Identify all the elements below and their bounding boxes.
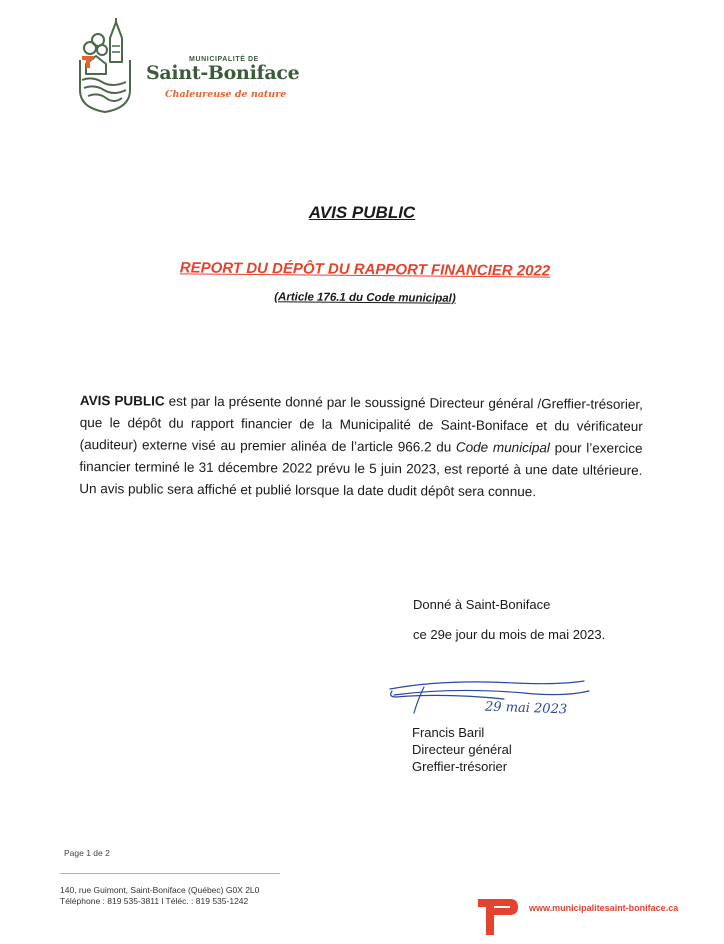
website-link[interactable]: www.municipalitesaint-boniface.ca bbox=[529, 903, 679, 913]
signer-name: Francis Baril bbox=[412, 725, 485, 740]
municipality-name: Saint-Boniface bbox=[146, 62, 300, 84]
notice-subtitle: REPORT DU DÉPÔT DU RAPPORT FINANCIER 2022 bbox=[179, 259, 551, 280]
article-reference: (Article 176.1 du Code municipal) bbox=[274, 291, 456, 305]
notice-body bbox=[79, 390, 643, 504]
body-text-2: pour l’exercice financier terminé le 31 décembre 2022 prévu le 5 juin 2023, est reporté à une date ultérieure. Un avis public sera affiché et publié lorsque la date dudit dépôt sera connue. bbox=[79, 440, 643, 500]
handwritten-date: 29 mai 2023 bbox=[484, 699, 568, 718]
page-number: Page 1 de 2 bbox=[64, 848, 110, 858]
signature-date: ce 29e jour du mois de mai 2023. bbox=[413, 627, 606, 642]
municipality-tagline: Chaleureuse de nature bbox=[165, 89, 287, 100]
municipality-logo-icon bbox=[76, 18, 134, 114]
brand-mark-icon bbox=[476, 895, 520, 937]
footer-phone: Téléphone : 819 535-3811 l Téléc. : 819 535-1242 bbox=[60, 896, 249, 906]
signature-place: Donné à Saint-Boniface bbox=[413, 597, 551, 612]
footer-address: 140, rue Guimont, Saint-Boniface (Québec) G0X 2L0 bbox=[60, 885, 260, 895]
footer-divider bbox=[60, 873, 280, 874]
body-text-1: est par la présente donné par le soussigné Directeur général /Greffier-trésorier, que le dépôt du rapport financier de la Municipalité de Saint-Boniface et du vérificateur (auditeur) externe visé au premier alinéa de l’article 966.2 du bbox=[79, 393, 643, 455]
body-code-ref: Code municipal bbox=[455, 439, 550, 456]
notice-title: AVIS PUBLIC bbox=[308, 203, 416, 222]
body-lead: AVIS PUBLIC bbox=[79, 392, 165, 409]
municipality-label: MUNICIPALITÉ DE bbox=[189, 56, 259, 63]
signer-title-secondary: Greffier-trésorier bbox=[412, 759, 508, 774]
signer-title: Directeur général bbox=[412, 742, 512, 757]
